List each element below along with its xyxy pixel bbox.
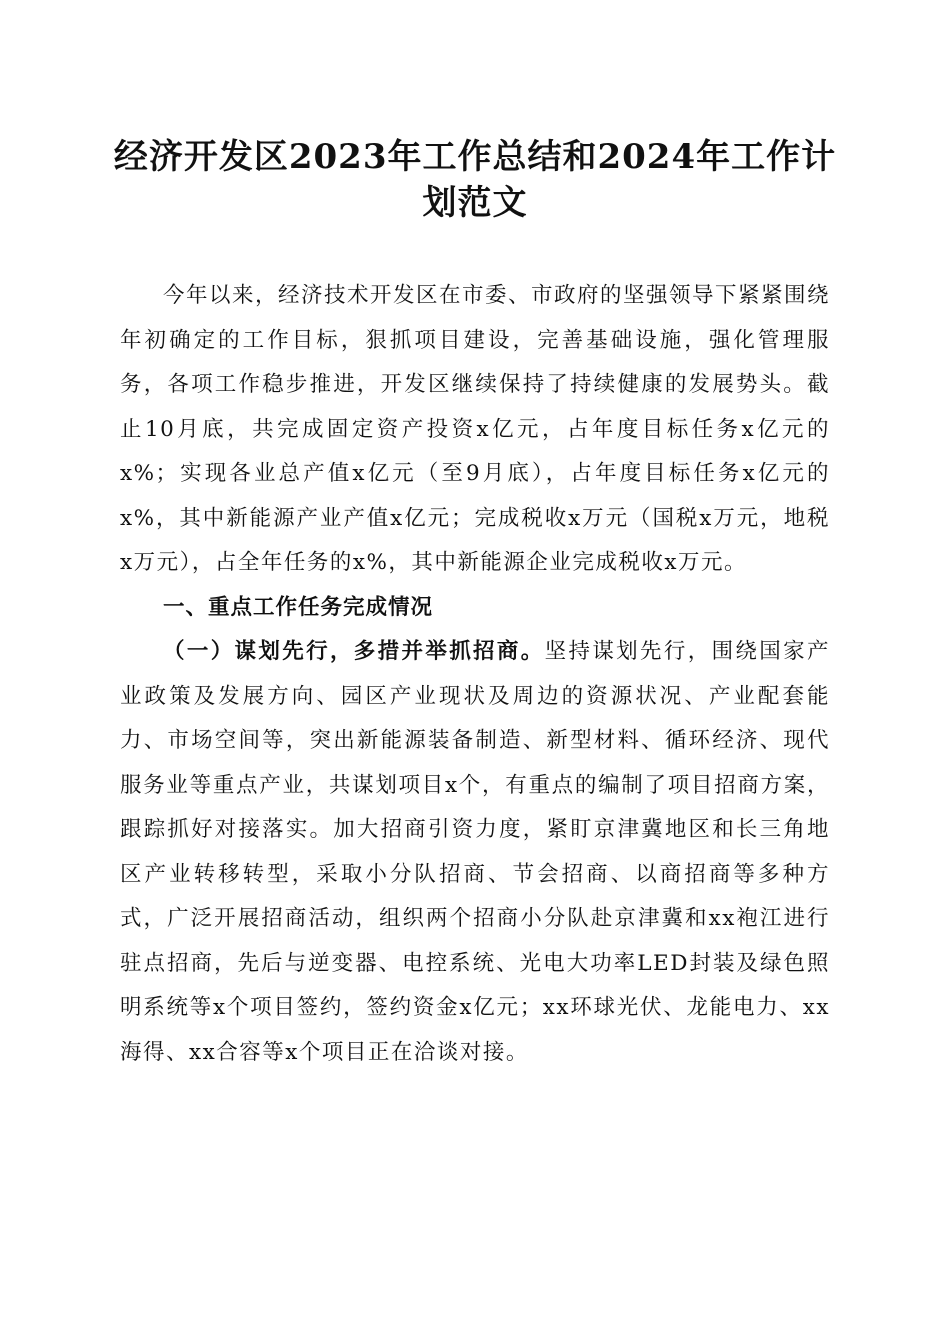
section-heading: 一、重点工作任务完成情况 (163, 594, 434, 620)
subsection-body: 坚持谋划先行，围绕国家产业政策及发展方向、园区产业现状及周边的资源状况、产业配套能力、市场空间等，突出新能源装备制造、新型材料、循环经济、现代服务业等重点产业，共谋划项目x个，有重点的编制了项目招商方案，跟踪抓好对接落实。加大招商引资力度，紧盯京津冀地区和长三角地区产业转移转型，采取小分队招商、节会招商、以商招商等多种方式，广泛开展招商活动，组织两个招商小分队赴京津冀和xx袍江进行驻点招商，先后与逆变器、电控系统、光电大功率LED封装及绿色照明系统等x个项目签约，签约资金x亿元；xx环球光伏、龙能电力、xx海得、xx合容等x个项目正在洽谈对接。 (120, 639, 830, 1065)
intro-paragraph: 今年以来，经济技术开发区在市委、市政府的坚强领导下紧紧围绕年初确定的工作目标，狠抓项目建设，完善基础设施，强化管理服务，各项工作稳步推进，开发区继续保持了持续健康的发展势头。截止10月底，共完成固定资产投资x亿元，占年度目标任务x亿元的x%；实现各业总产值x亿元（至9月底），占年度目标任务x亿元的x%，其中新能源产业产值x亿元；完成税收x万元（国税x万元，地税x万元），占全年任务的x%，其中新能源企业完成税收x万元。 (120, 283, 831, 575)
subsection-lead: （一）谋划先行，多措并举抓招商。 (163, 639, 545, 664)
document-title: 经济开发区2023年工作总结和2024年工作计划范文 (113, 137, 837, 223)
document-body (120, 274, 830, 1075)
subsection-paragraph (120, 630, 830, 1075)
